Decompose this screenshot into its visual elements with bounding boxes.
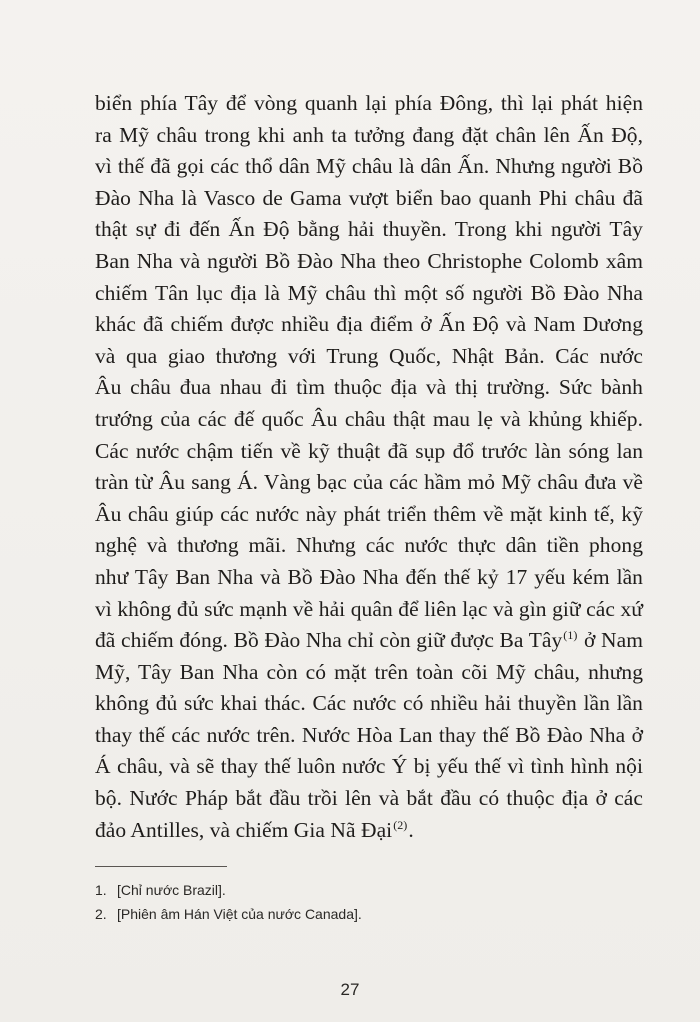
footnote-text: [Chỉ nước Brazil]. [117,882,226,898]
footnotes [95,878,615,926]
footnote-divider [95,866,227,867]
text-line: Mỹ, Tây Ban Nha còn có mặt trên toàn cõi Mỹ châu, nhưng [95,659,643,684]
text-line: Đào Nha là Vasco de Gama vượt biển bao quanh Phi châu đã [95,185,643,210]
footnote-ref-2: (2) [393,817,408,832]
text-line: Á châu, và sẽ thay thế luôn nước Ý bị yếu thế vì tình hình nội [95,754,643,779]
text-line: chiếm Tân lục địa là Mỹ châu thì một số người Bồ Đào Nha [95,280,643,305]
page-number: 27 [340,980,360,999]
footnote-1 [95,878,615,902]
text-line: vì thế đã gọi các thổ dân Mỹ châu là dân Ấn. Nhưng người Bồ [95,154,643,179]
text-line: tràn từ Âu sang Á. Vàng bạc của các hầm mỏ Mỹ châu đưa về [95,470,643,495]
text-line: ra Mỹ châu trong khi anh ta tưởng đang đặt chân lên Ấn Độ, [95,122,643,147]
text-line: và qua giao thương với Trung Quốc, Nhật Bản. Các nước [95,343,643,368]
text-line: không đủ sức khai thác. Các nước có nhiều hải thuyền lần lần [95,691,643,716]
text-line: bộ. Nước Pháp bắt đầu trồi lên và bắt đầu có thuộc địa ở các [95,786,643,811]
text-line-with-footnote-2 [95,815,643,847]
text-segment: . [408,817,414,842]
text-line: thật sự đi đến Ấn Độ bằng hải thuyền. Trong khi người Tây [95,217,643,242]
text-segment: ở Nam [578,628,643,653]
body-text [95,88,643,846]
text-line: vì không đủ sức mạnh về hải quân để liên lạc và gìn giữ các xứ [95,596,643,621]
text-line-with-footnote-1 [95,625,643,657]
text-line: Âu châu giúp các nước này phát triển thêm về mặt kinh tế, kỹ [95,501,643,526]
footnote-text: [Phiên âm Hán Việt của nước Canada]. [117,906,362,922]
footnote-2 [95,902,615,926]
text-line: Âu châu đua nhau đi tìm thuộc địa và thị trường. Sức bành [95,375,643,400]
footnote-number: 1. [95,882,107,898]
text-line: thay thế các nước trên. Nước Hòa Lan thay thế Bồ Đào Nha ở [95,722,643,747]
text-line: như Tây Ban Nha và Bồ Đào Nha đến thế kỷ 17 yếu kém lần [95,564,643,589]
footnote-number: 2. [95,906,107,922]
text-segment: đã chiếm đóng. Bồ Đào Nha chỉ còn giữ được Ba Tây [95,628,563,653]
footnote-ref-1: (1) [563,627,578,642]
text-line: khác đã chiếm được nhiều địa điểm ở Ấn Độ và Nam Dương [95,312,643,337]
text-line: Các nước chậm tiến về kỹ thuật đã sụp đổ trước làn sóng lan [95,438,643,463]
text-line: nghệ và thương mãi. Nhưng các nước thực dân tiền phong [95,533,643,558]
text-line: trướng của các đế quốc Âu châu thật mau lẹ và khủng khiếp. [95,406,643,431]
text-line: Ban Nha và người Bồ Đào Nha theo Christophe Colomb xâm [95,248,643,273]
text-line: biển phía Tây để vòng quanh lại phía Đông, thì lại phát hiện [95,91,643,115]
text-segment: đảo Antilles, và chiếm Gia Nã Đại [95,817,393,842]
